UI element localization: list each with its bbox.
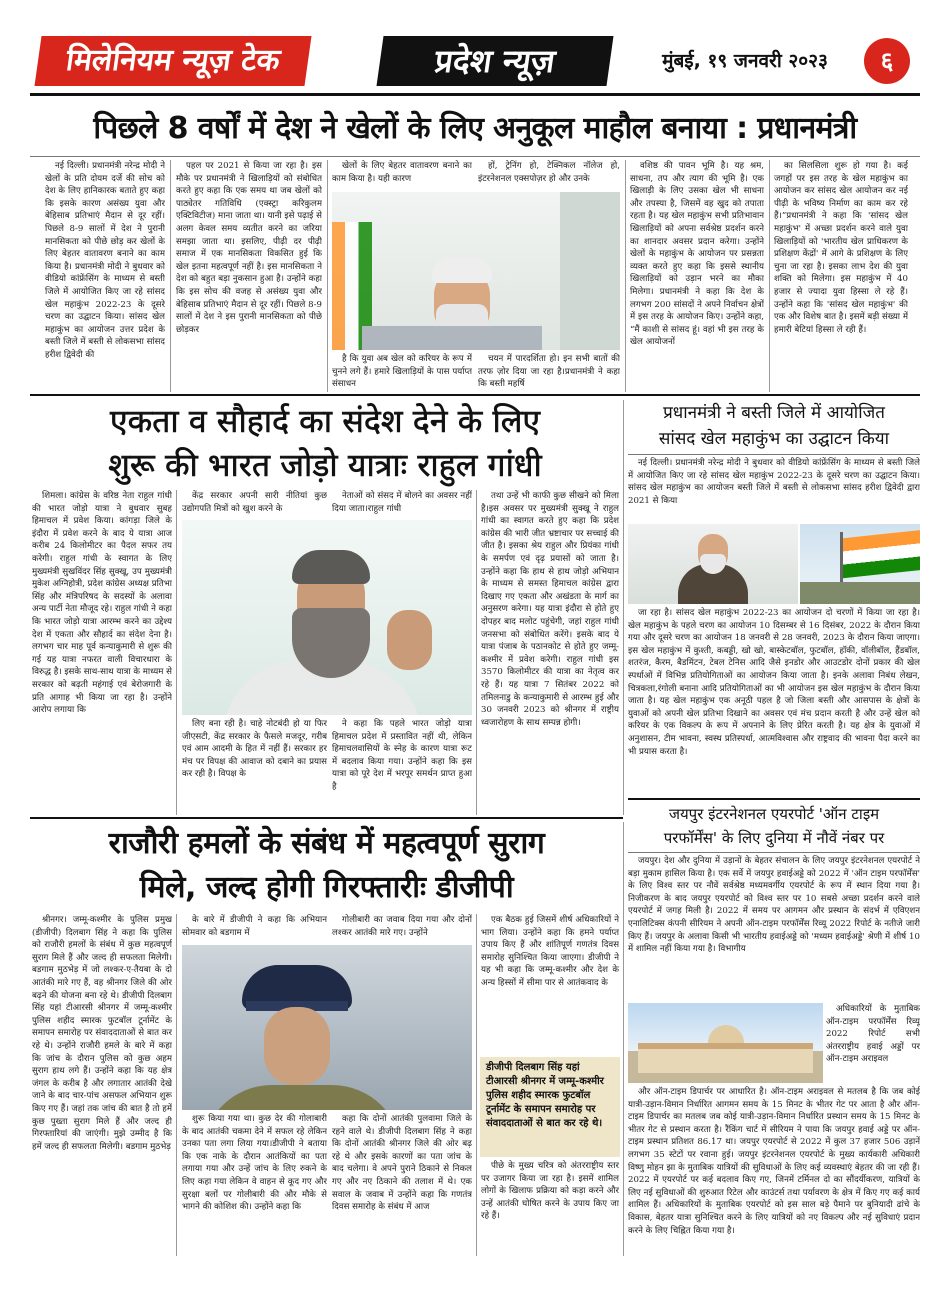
story1-col2-text: पहल पर 2021 से किया जा रहा है। इस मौके पर प्रधानमंत्री ने खिलाड़ियों को संबोधित करते हुए कहा कि एक समय था जब खेलों को पाठ्येतर गतिविधि (एक्स्ट्रा करिकुलम एक्टिविटीज) माना जाता था। यानी इसे पढ़ाई से अलग केवल समय व्यतीत करने का जरिया समझा जाता था। इसलिए, पीढ़ी दर पीढ़ी समाज में एक मानसिकता विकसित हुई कि खेल इतना महत्वपूर्ण नहीं है। इस मानसिकता ने देश को बहुत बड़ा नुकसान हुआ है। उन्होंने कहा कि इस सोच की वजह से असंख्य युवा और बेहिसाब प्रतिभाएं मैदान से दूर रहीं। पिछले 8-9 सालों में देश ने इस पुरानी मानसिकता को पीछे छोड़कर xyxy=(176,161,322,335)
story1-col1-text: नई दिल्ली। प्रधानमंत्री नरेन्द्र मोदी ने खेलों के प्रति दोयम दर्जे की सोच को देश के लिए हानिकारक बताते हुए कहा कि इसके कारण असंख्य युवा और बेहिसाब प्रतिभाएं मैदान से दूर रहीं। पिछले 8-9 सालों में देश ने पुरानी मानसिकता को पीछे छोड़ कर खेलों के लिए बेहतर वातावरण बनाने का काम किया है। प्रधानमंत्री मोदी ने बुधवार को वीडियो कांफ्रेंसिंग के माध्यम से बस्ती जिले में आयोजित किए जा रहे सांसद खेल महाकुंभ 2022-23 के दूसरे चरण का उद्घाटन किया। सांसद खेल महाकुंभ का आयोजन उत्तर प्रदेश के बस्ती जिले में बस्ती से लोकसभा सांसद हरीश द्विवेदी की xyxy=(45,161,165,360)
story1-col3-top-text: खेलों के लिए बेहतर वातावरण बनाने का काम किया है। यही कारण xyxy=(332,161,472,184)
story2-col3-top xyxy=(332,490,472,518)
story2-col2-top-text: केंद्र सरकार अपनी सारी नीतियां कुछ उद्योगपति मित्रों को खुश करने के xyxy=(182,491,327,514)
story1-col4-bottom xyxy=(478,353,620,392)
story1-col3-top xyxy=(332,160,472,188)
column-divider xyxy=(623,822,624,1256)
story4-headline-line1: जयपुर इंटरनेशनल एयरपोर्ट 'ऑन टाइम xyxy=(668,805,880,823)
story1-headline: पिछले 8 वर्षों में देश ने खेलों के लिए अनुकूल माहौल बनाया : प्रधानमंत्री xyxy=(93,111,857,146)
section-divider xyxy=(628,798,920,800)
story1-col6 xyxy=(774,160,908,392)
story1-col3-bottom xyxy=(332,353,472,392)
story4-intro-text: जयपुर। देश और दुनिया में उड़ानों के बेहतर संचालन के लिए जयपुर इंटरनेशनल एयरपोर्ट ने बड़ा मुकाम हासिल किया है। एक सर्वे में जयपुर हवाईअड्डे को 2022 में 'ऑन टाइम परफॉर्मेंस' के लिए विश्व स्तर पर नौवें सर्वश्रेष्ठ मध्यमवर्गीय एयरपोर्ट के रूप में स्थान दिया गया है। निजीकरण के बाद जयपुर एयरपोर्ट को विश्व स्तर पर 10 सबसे अच्छा प्रदर्शन करने वाले एयरपोर्ट में जगह मिली है। 2022 में समय पर आगमन और प्रस्थान के संदर्भ में एविएशन एनालिटिक्स कंपनी सीरियम ने अपनी ऑन-टाइम परफॉर्मेंस रिव्यू 2022 रिपोर्ट के नतीजे जारी किए हैं। जयपुर के अलावा किसी भी भारतीय हवाईअड्डे को 'मध्यम हवाईअड्डे' श्रेणी में शीर्ष 10 में शामिल नहीं किया गया है। विभागीय xyxy=(628,856,920,955)
story2-col4 xyxy=(481,490,619,815)
story4-rule xyxy=(628,852,920,853)
story2-headline-line2: शुरू की भारत जोड़ो यात्राः राहुल गांधी xyxy=(108,446,542,484)
story4-side xyxy=(826,1003,920,1083)
story5-col2-bottom xyxy=(182,1113,327,1256)
story3-body xyxy=(628,607,920,793)
story5-col1-text: श्रीनगर। जम्मू-कश्मीर के पुलिस प्रमुख (डीजीपी) दिलबाग सिंह ने कहा कि पुलिस को राजौरी हमलों के संबंध में कुछ महत्वपूर्ण सुराग मिले हैं और जल्द ही सफलता मिलेगी। बडगाम मुठभेड़ में जो लश्कर-ए-तैयबा के दो आतंकी मारे गए हैं, वह श्रीनगर जिले की ओर बढ़ने की योजना बना रहे थे। डीजीपी दिलबाग सिंह यहां टीआरसी श्रीनगर में जम्मू-कश्मीर पुलिस शहीद स्मारक फुटबॉल टूर्नामेंट के समापन समारोह पर संवाददाताओं से बात कर रहे थे। उन्होंने राजौरी हमले के बारे में कहा कि जांच के दौरान पुलिस को कुछ अहम सुराग हाथ लगे हैं। उन्होंने कहा कि यह क्षेत्र जंगल के करीब है और लगातार आतंकी देखे जाने के बाद चार-पांच असफल अभियान शुरू किए गए हैं। जहां तक जांच की बात है तो हमें कुछ पुख्ता सुराग मिले हैं और जल्द ही गिरफ्तारियां की जाएंगी। मुझे उम्मीद है कि हमें जल्द ही सफलता मिलेगी। बडगाम मुठभेड़ xyxy=(32,915,172,1152)
flag-photo xyxy=(800,524,920,604)
airport-photo xyxy=(628,1003,823,1083)
section-title: प्रदेश न्यूज़ xyxy=(376,36,613,86)
story5-col2-top-text: के बारे में डीजीपी ने कहा कि अभियान सोमवार को बडगाम में xyxy=(182,915,327,938)
column-divider xyxy=(476,914,477,1256)
story1-col6-text: का सिलसिला शुरू हो गया है। कई जगहों पर इस तरह के खेल महाकुंभ का आयोजन कर सांसद खेल आयोजन कर नई पीढ़ी के भविष्य निर्माण का काम कर रहे हैं।”प्रधानमंत्री ने कहा कि 'सांसद खेल महाकुंभ' में अच्छा प्रदर्शन करने वाले युवा खिलाड़ियों को 'भारतीय खेल प्राधिकरण के प्रशिक्षण केंद्रों' में आगे के प्रशिक्षण के लिए चुना जा रहा है। इसका लाभ देश की युवा शक्ति को मिलेगा। इस महाकुंभ में 40 हजार से ज्यादा युवा हिस्सा ले रहे हैं। उन्होंने कहा कि 'सांसद खेल महाकुंभ' की एक और विशेष बात है। इसमें बड़ी संख्या में हमारी बेटियां हिस्सा ले रही हैं। xyxy=(774,161,908,335)
column-divider xyxy=(623,400,624,815)
story2-col2-top xyxy=(182,490,327,518)
story1-rule xyxy=(30,156,920,157)
column-divider xyxy=(476,490,477,815)
column-divider xyxy=(176,914,177,1256)
rahul-photo xyxy=(182,520,472,715)
story1-col2 xyxy=(176,160,322,392)
column-divider xyxy=(625,160,626,392)
column-divider xyxy=(769,160,770,392)
story4-body-text: और ऑन-टाइम डिपार्चर पर आधारित है। ऑन-टाइम अराइवल से मतलब है कि जब कोई यात्री-उड़ान-विमान निर्धारित आगमन समय के 15 मिनट के भीतर गेट पर आता है और ऑन-टाइम डिपार्चर का मतलब जब कोई यात्री-उड़ान-विमान निर्धारित प्रस्थान समय के 15 मिनट के भीतर गेट से प्रस्थान करता है। रैंकिंग चार्ट में सीरियम ने पाया कि जयपुर हवाई अड्डे पर ऑन-टाइम प्रस्थान प्रतिशत 86.17 था। जयपुर एयरपोर्ट से 2022 में कुल 37 हजार 506 उड़ानें लगभग 35 स्टेटों पर रवाना हुई। जयपुर इंटरनेशनल एयरपोर्ट के मुख्य कार्यकारी अधिकारी विष्णु मोहन झा के मुताबिक यात्रियों की सुविधाओं के लिए कई व्यवस्थाएं बेहतर की जा रही हैं। 2022 में एयरपोर्ट पर कई बदलाव किए गए, जिनमें टर्मिनल दो का सौंदर्यीकरण, यात्रियों के लिए नई सुविधाओं की शुरुआत रिटेल और काउंटर्स तथा पर्यावरण के क्षेत्र में किए गए कई कार्य शामिल हैं। अधिकारियों के मुताबिक एयरपोर्ट को इस साल बड़े पैमाने पर बुनियादी ढांचे के विकास, बेहतर यात्रा सुनिश्चित करने के लिए यात्रियों को नए विकल्प और नई सुविधाएं प्रदान करने के लिए चिह्नित किया गया है। xyxy=(628,1087,920,1236)
story2-col3-bottom-text: ने कहा कि पहले भारत जोड़ो यात्रा हिमाचल प्रदेश में प्रस्तावित नहीं थी, लेकिन हिमाचलवासियों के स्नेह के कारण यात्रा रूट में बदलाव किया गया। उन्होंने कहा कि इस यात्रा को पूरे देश में भरपूर समर्थन प्राप्त हुआ है xyxy=(332,719,472,792)
story2-col4-text: तथा उन्हें भी काफी कुछ सीखने को मिला है।इस अवसर पर मुख्यमंत्री सुक्खू ने राहुल गांधी का स्वागत करते हुए कहा कि प्रदेश कांग्रेस की भारी जीत भ्रष्टाचार पर सच्चाई की जीत है। इसका श्रेय राहुल और प्रियंका गांधी के समर्पण एवं दृढ़ प्रयासों को जाता है। उन्होंने कहा कि हाथ से हाथ जोड़ो अभियान के माध्यम से समस्त हिमाचल कांग्रेस द्वारा दिखाए गए एकता और अखंडता के मार्ग का अनुसरण करेगा। यह यात्रा इंदौरा से होते हुए दोपहर बाद मलोट पहुंचेगी, जहां राहुल गांधी जनसभा को संबोधित करेंगे। इसके बाद ये यात्रा पंजाब के पठानकोट से होते हुए जम्मू-कश्मीर में प्रवेश करेगी। राहुल गांधी इस 3570 किलोमीटर की यात्रा का नेतृत्व कर रहे हैं। यह यात्रा 7 सितंबर 2022 को तमिलनाडु के कन्याकुमारी से आरम्भ हुई और 30 जनवरी 2023 को श्रीनगर में राष्ट्रीय ध्वजारोहण के साथ सम्पन्न होगी। xyxy=(481,491,619,728)
story2-headline-line1: एकता व सौहार्द का संदेश देने के लिए xyxy=(109,402,541,440)
story2-col2-bottom xyxy=(182,718,327,815)
story3-intro-text: नई दिल्ली। प्रधानमंत्री नरेन्द्र मोदी ने बुधवार को वीडियो कांफ्रेंसिंग के माध्यम से बस्ती जिले में आयोजित किए जा रहे सांसद खेल महाकुंभ 2022-23 के दूसरे चरण का उद्घाटन किया। सांसद खेल महाकुंभ का आयोजन बस्ती जिले में बस्ती से लोकसभा सांसद हरीश द्विवेदी द्वारा 2021 से किया xyxy=(628,458,920,506)
story4-headline-line2: परफॉर्मेंस' के लिए दुनिया में नौवें नंबर पर xyxy=(663,829,885,847)
story3-rule xyxy=(628,454,920,455)
story5-col3-bottom-text: कहा कि दोनों आतंकी पुलवामा जिले के रहने वाले थे। डीजीपी दिलबाग सिंह ने कहा कि दोनों आतंकी श्रीनगर जिले की ओर बढ़ रहे थे और इसके कारणों का पता जांच के बाद चलेगा। वे अपने पुराने ठिकाने से निकल गए और नए ठिकाने की तलाश में थे। एक सवाल के जवाब में उन्होंने कहा कि गणतंत्र दिवस समारोह के संबंध में आज xyxy=(332,1114,472,1213)
masthead xyxy=(30,30,920,94)
story2-col1-text: शिमला। कांग्रेस के वरिष्ठ नेता राहुल गांधी की भारत जोड़ो यात्रा ने बुधवार सुबह हिमाचल में प्रवेश किया। कांगड़ा जिले के इंदौरा में प्रवेश करने के बाद ये यात्रा आज करीब 24 किलोमीटर का पैदल सफर तय करेगी। राहुल गांधी के स्वागत के लिए मुख्यमंत्री सुखविंदर सिंह सुक्खू, उप मुख्यमंत्री मुकेश अग्निहोत्री, प्रदेश कांग्रेस अध्यक्ष प्रतिभा सिंह और मंत्रिपरिषद के सदस्यों के अलावा अन्य पार्टी नेता मौजूद रहे। राहुल गांधी ने कहा कि भारत जोड़ो यात्रा आरम्भ करने का उद्देश्य देश में एकता और सौहार्द का संदेश देना है। लगभग चार माह पूर्व कन्याकुमारी से शुरू की गई यह यात्रा नफरत वाली विचारधारा के विरुद्ध है। इसके साथ-साथ यात्रा के माध्यम से सरकार को बढ़ती महंगाई एवं बेरोजगारी के प्रति आगाह भी किया जा रहा है। उन्होंने आरोप लगाया कि xyxy=(32,491,172,716)
story5-col2-bottom-text: शुरू किया गया था। कुछ देर की गोलाबारी के बाद आतंकी चकमा देने में सफल रहे लेकिन उनका पता लगा लिया गया।डीजीपी ने बताया कि एक नाके के दौरान आतंकियों का पता लगाया गया और उन्हें जांच के लिए रुकने के लिए कहा गया लेकिन वे वाहन से कूद गए और सुरक्षा बलों पर गोलीबारी की और मौके से भागने की कोशिश की। उन्होंने कहा कि xyxy=(182,1114,327,1213)
story1-col5 xyxy=(630,160,764,392)
story2-col2-bottom-text: लिए बना रही है। चाहे नोटबंदी हो या फिर जीएसटी, केंद्र सरकार के फैसले मजदूर, गरीब एवं आम आदमी के हित में नहीं हैं। सरकार हर मंच पर विपक्ष की आवाज को दबाने का प्रयास कर रही है। विपक्ष के xyxy=(182,719,327,780)
story5-col3-bottom xyxy=(332,1113,472,1256)
section-divider xyxy=(30,394,920,396)
story2-col3-bottom xyxy=(332,718,472,815)
story3-intro xyxy=(628,457,920,521)
story3-body-text: जा रहा है। सांसद खेल महाकुंभ 2022-23 का आयोजन दो चरणों में किया जा रहा है। खेल महाकुंभ के पहले चरण का आयोजन 10 दिसम्बर से 16 दिसंबर, 2022 के दौरान किया गया और दूसरे चरण का आयोजन 18 जनवरी से 28 जनवरी, 2023 के दौरान किया जाएगा। इस खेल महाकुंभ में कुश्ती, कबड्डी, खो खो, बास्केटबॉल, फुटबॉल, हॉकी, वॉलीबॉल, हैंडबॉल, शतरंज, कैरम, बैडमिंटन, टेबल टेनिस आदि जैसे इनडोर और आउटडोर दोनों प्रकार की खेल स्पर्धाओं में विभिन्न प्रतियोगिताओं का आयोजन किया जाता है। इनके अलावा निबंध लेखन, चित्रकला,रंगोली बनाना आदि प्रतियोगिताओं का भी आयोजन इस खेल महाकुंभ के दौरान किया जाता है। यह खेल महाकुंभ एक अनूठी पहल है जो जिला बस्ती और आसपास के क्षेत्रों के युवाओं को अपनी खेल प्रतिभा दिखाने का अवसर एवं मंच प्रदान करती है और उन्हें खेल को करियर के एक विकल्प के रूप में अपनाने के लिए प्रेरित करती है। यह क्षेत्र के युवाओं में अनुशासन, टीम भावना, स्वस्थ प्रतिस्पर्धा, आत्मविश्वास और राष्ट्रवाद की भावना पैदा करने का भी प्रयास करता है। xyxy=(628,608,920,757)
story4-side-text: अधिकारियों के मुताबिक ऑन-टाइम परफॉर्मेंस रिव्यू 2022 रिपोर्ट सभी अंतरराष्ट्रीय हवाई अड्डों पर ऑन-टाइम अराइवल xyxy=(826,1004,920,1065)
column-divider xyxy=(327,160,328,392)
story5-col3-top-text: गोलीबारी का जवाब दिया गया और दोनों लश्कर आतंकी मारे गए। उन्होंने xyxy=(332,915,472,938)
story1-col3-bottom-text: है कि युवा अब खेल को करियर के रूप में चुनने लगे हैं। हमारे खिलाड़ियों के पास पर्याप्त संसाधन xyxy=(332,354,472,390)
story4-body xyxy=(628,1086,920,1256)
story1-col1 xyxy=(45,160,165,392)
story3-headline-line1: प्रधानमंत्री ने बस्ती जिले में आयोजित xyxy=(663,403,885,423)
pull-quote: डीजीपी दिलबाग सिंह यहां टीआरसी श्रीनगर में जम्मू-कश्मीर पुलिस शहीद स्मारक फुटबॉल टूर्नामेंट के समापन समारोह पर संवाददाताओं से बात कर रहे थे। xyxy=(480,1057,620,1157)
story5-col4-bottom xyxy=(481,1160,619,1256)
dgp-photo xyxy=(182,945,472,1110)
masthead-divider xyxy=(30,93,920,96)
story1-col4-top xyxy=(478,160,620,188)
story5-col3-top xyxy=(332,914,472,942)
story3-headline-line2: सांसद खेल महाकुंभ का उद्घाटन किया xyxy=(658,429,890,449)
story2-col1 xyxy=(32,490,172,815)
page-number: ६ xyxy=(864,38,910,84)
story1-col4-bottom-text: चयन में पारदर्शिता हो। इन सभी बातों की तरफ ज़ोर दिया जा रहा है।प्रधानमंत्री ने कहा कि बस्ती महर्षि xyxy=(478,354,620,390)
story1-col4-top-text: हों, ट्रेनिंग हो, टेक्निकल नॉलेज हो, इंटरनेशनल एक्सपोज़र हो और उनके xyxy=(478,161,620,184)
column-divider xyxy=(176,490,177,815)
story1-col5-text: वशिष्ठ की पावन भूमि है। यह श्रम, साधना, तप और त्याग की भूमि है। एक खिलाड़ी के लिए उसका खेल भी साधना और तपस्या है, जिसमें वह खुद को तपाता रहता है। यह खेल महाकुंभ सभी प्रतिभावान खिलाड़ियों को अपना सर्वश्रेष्ठ प्रदर्शन करने का शानदार अवसर प्रदान करेगा। उन्होंने खेलों के महाकुंभ के आयोजन पर प्रसन्नता व्यक्त करते हुए कहा कि इससे स्थानीय खिलाड़ियों को उड़ान भरने का मौका मिलेगा। प्रधानमंत्री ने कहा कि देश के लगभग 200 सांसदों ने अपने निर्वाचन क्षेत्रों में इस तरह के आयोजन किए। उन्होंने कहा, “मैं काशी से सांसद हूं। वहां भी इस तरह के खेल आयोजनों xyxy=(630,161,764,348)
story5-headline-line1: राजौरी हमलों के संबंध में महत्वपूर्ण सुराग xyxy=(108,826,545,861)
story2-col3-top-text: नेताओं को संसद में बोलने का अवसर नहीं दिया जाता।राहुल गांधी xyxy=(332,491,472,514)
modi-photo xyxy=(332,192,620,350)
section-divider xyxy=(30,817,623,819)
brand-logo: मिलेनियम न्यूज़ टेक xyxy=(34,36,311,86)
dateline: मुंबई, १९ जनवरी २०२३ xyxy=(662,50,828,72)
story5-col1 xyxy=(32,914,172,1256)
story5-headline-line2: मिले, जल्द होगी गिरफ्तारीः डीजीपी xyxy=(139,870,514,905)
column-divider xyxy=(170,160,171,392)
modi-video-photo xyxy=(628,524,798,604)
story5-col4-bottom-text: पीछे के मुख्य चरित्र को अंतरराष्ट्रीय स्तर पर उजागर किया जा रहा है। इसमें शामिल लोगों के खिलाफ प्रक्रिया को कड़ा करने और उन्हें आतंकी घोषित करने के उपाय किए जा रहे हैं। xyxy=(481,1161,619,1222)
story5-col2-top xyxy=(182,914,327,942)
story5-col4-top xyxy=(481,914,619,1054)
story4-intro xyxy=(628,855,920,1000)
story5-col4-top-text: एक बैठक हुई जिसमें शीर्ष अधिकारियों ने भाग लिया। उन्होंने कहा कि हमने पर्याप्त उपाय किए हैं और शांतिपूर्ण गणतंत्र दिवस समारोह सुनिश्चित किया जाएगा। डीजीपी ने यह भी कहा कि जम्मू-कश्मीर और देश के अन्य हिस्सों में सीमा पार से आतंकवाद के xyxy=(481,915,619,988)
